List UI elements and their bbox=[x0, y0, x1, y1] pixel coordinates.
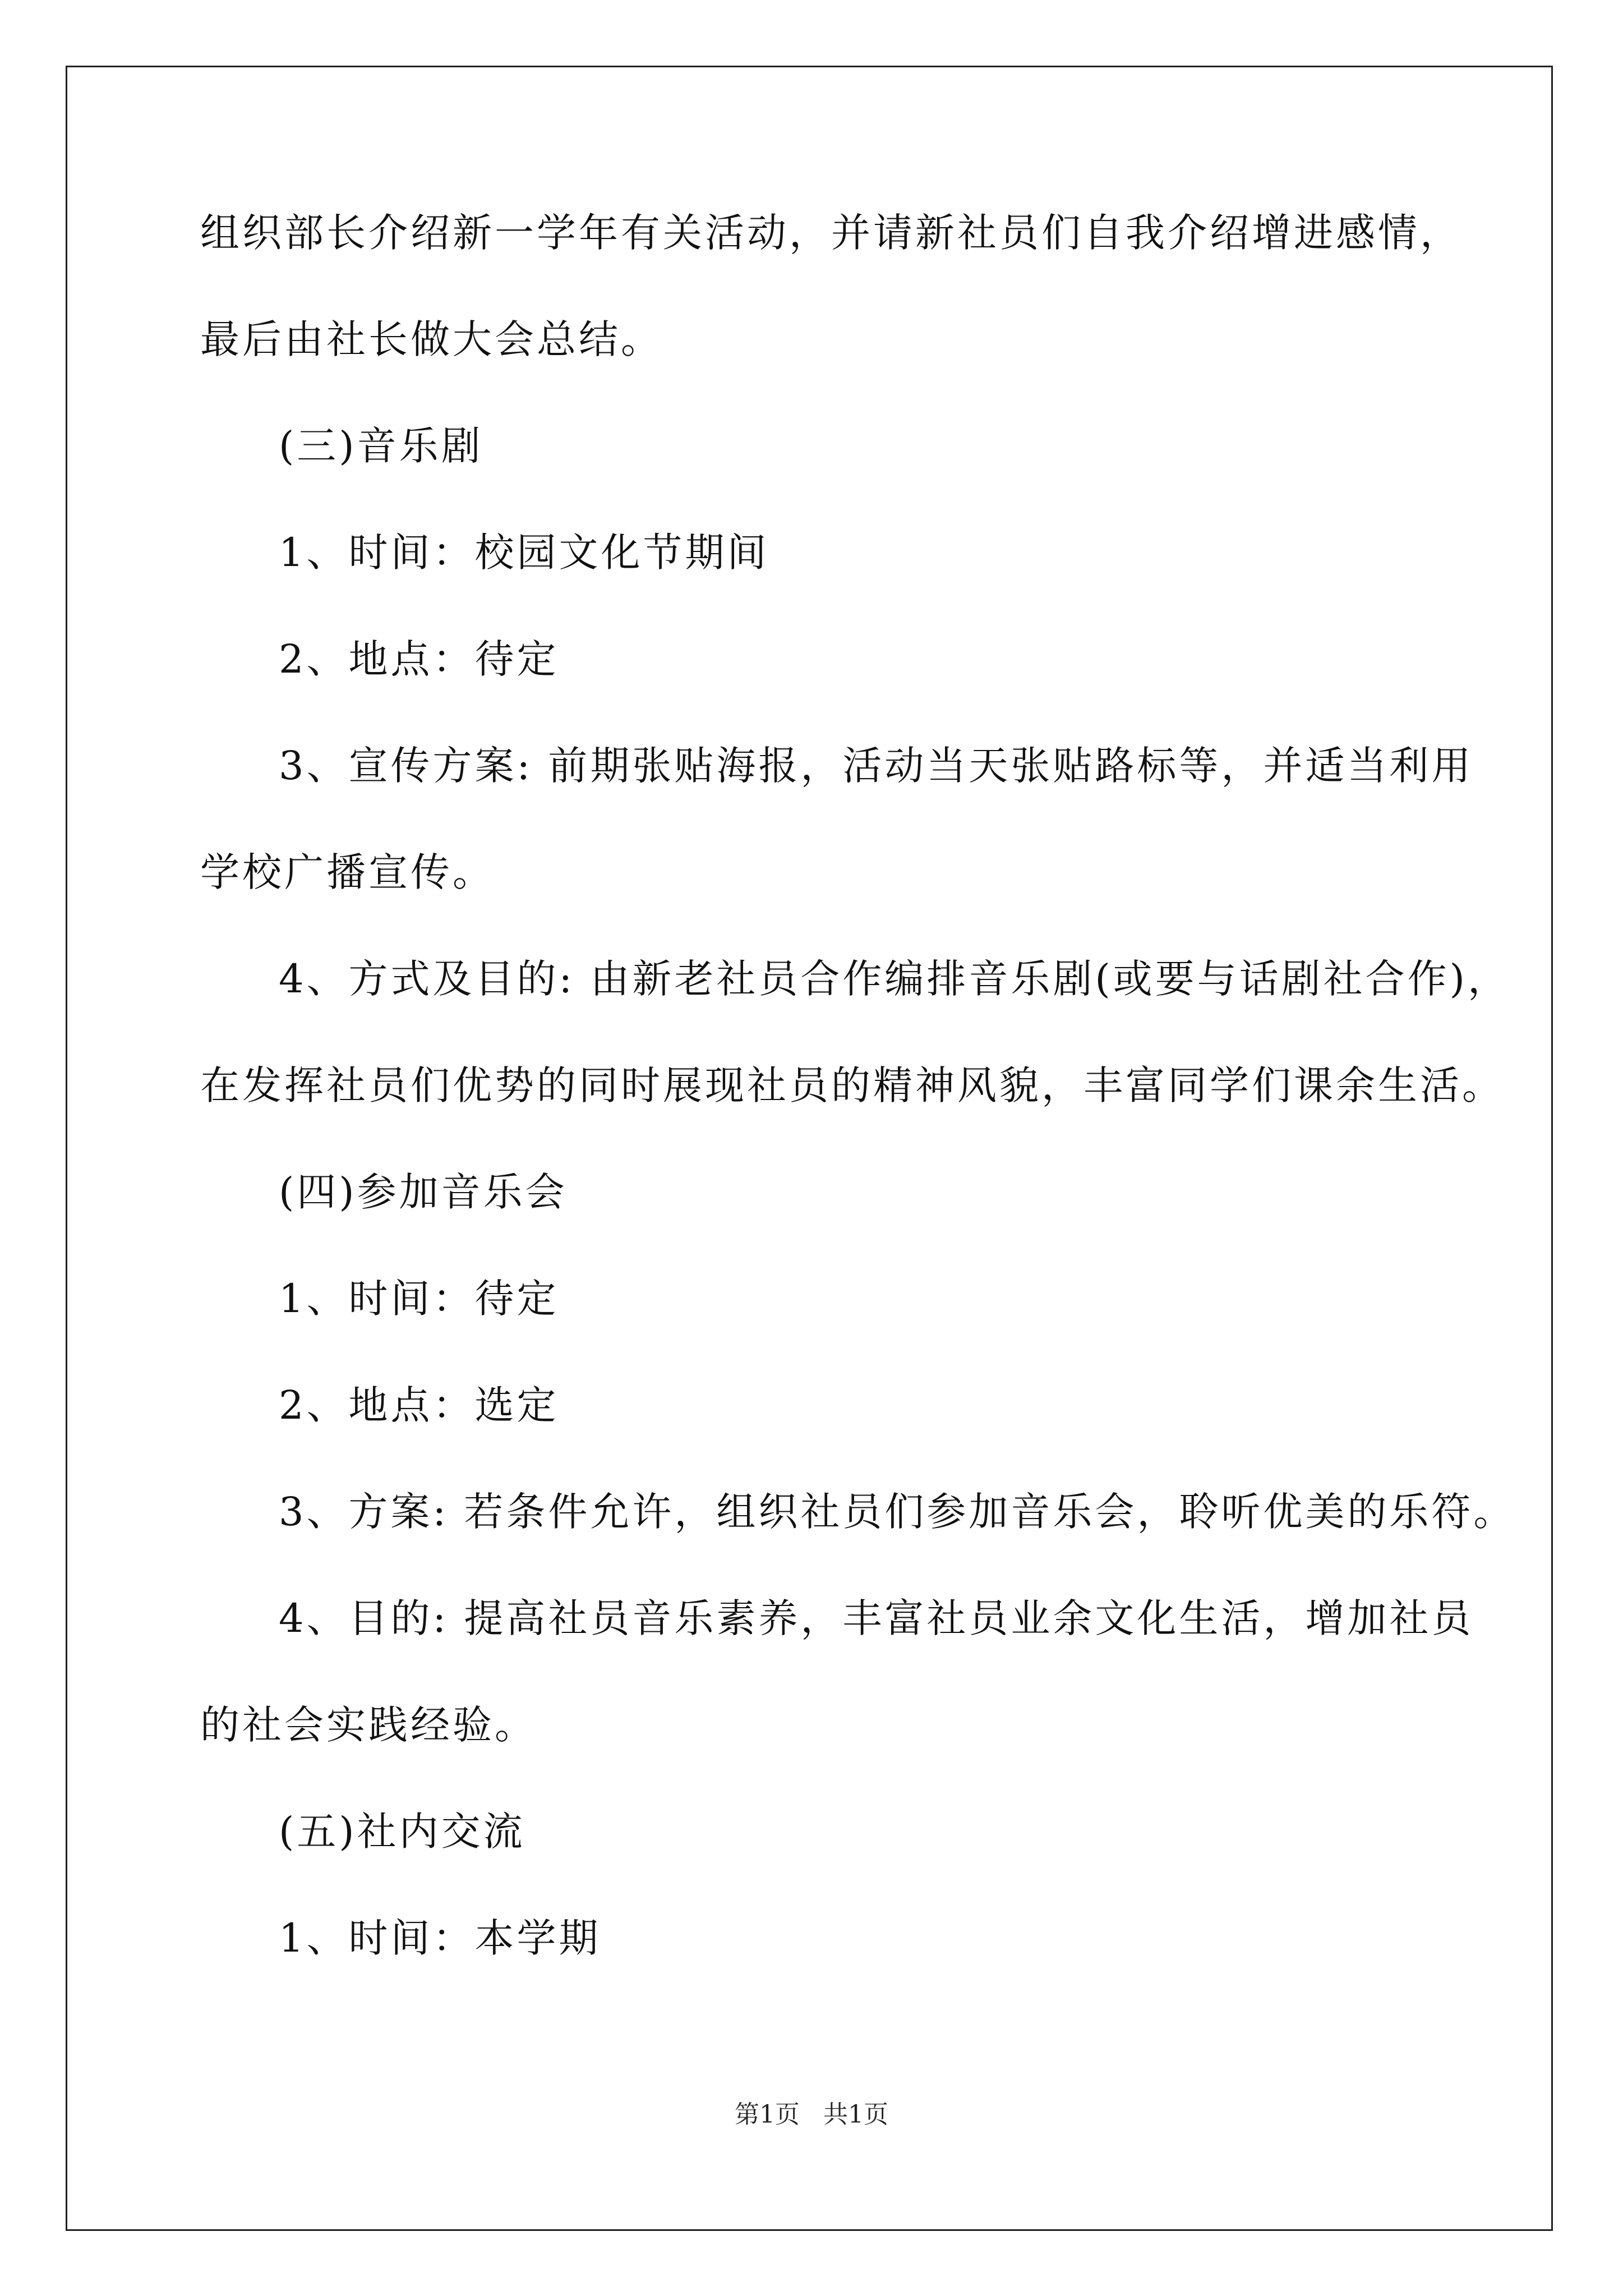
text-line: 3、方案: 若条件允许，组织社员们参加音乐会，聆听优美的乐符。 bbox=[279, 1489, 1516, 1535]
text-line: 1、时间：本学期 bbox=[279, 1915, 601, 1961]
text-line: 4、目的: 提高社员音乐素养，丰富社员业余文化生活，增加社员 bbox=[279, 1595, 1474, 1641]
text-line: 2、地点：选定 bbox=[279, 1382, 559, 1428]
text-line: 组织部长介绍新一学年有关活动，并请新社员们自我介绍增进感情， bbox=[200, 210, 1462, 256]
page-border bbox=[66, 66, 1553, 2231]
text-line: 学校广播宣传。 bbox=[200, 849, 495, 895]
page-footer bbox=[0, 2098, 1623, 2132]
text-line: 3、宣传方案: 前期张贴海报，活动当天张贴路标等，并适当利用 bbox=[279, 743, 1474, 789]
text-line: 1、时间：校园文化节期间 bbox=[279, 530, 769, 576]
section-heading: (三)音乐剧 bbox=[279, 423, 483, 469]
text-line: 最后由社长做大会总结。 bbox=[200, 316, 663, 362]
section-heading: (五)社内交流 bbox=[279, 1809, 525, 1855]
page-number-total: 共1页 bbox=[823, 2100, 888, 2129]
text-line: 2、地点：待定 bbox=[279, 636, 559, 682]
text-line: 在发挥社员们优势的同时展现社员的精神风貌，丰富同学们课余生活。 bbox=[200, 1062, 1504, 1108]
text-line: 1、时间：待定 bbox=[279, 1276, 559, 1322]
section-heading: (四)参加音乐会 bbox=[279, 1169, 568, 1215]
text-line: 4、方式及目的: 由新老社员合作编排音乐剧(或要与话剧社合作)， bbox=[279, 956, 1510, 1002]
page-number-current: 第1页 bbox=[735, 2100, 800, 2129]
text-line: 的社会实践经验。 bbox=[200, 1702, 537, 1748]
